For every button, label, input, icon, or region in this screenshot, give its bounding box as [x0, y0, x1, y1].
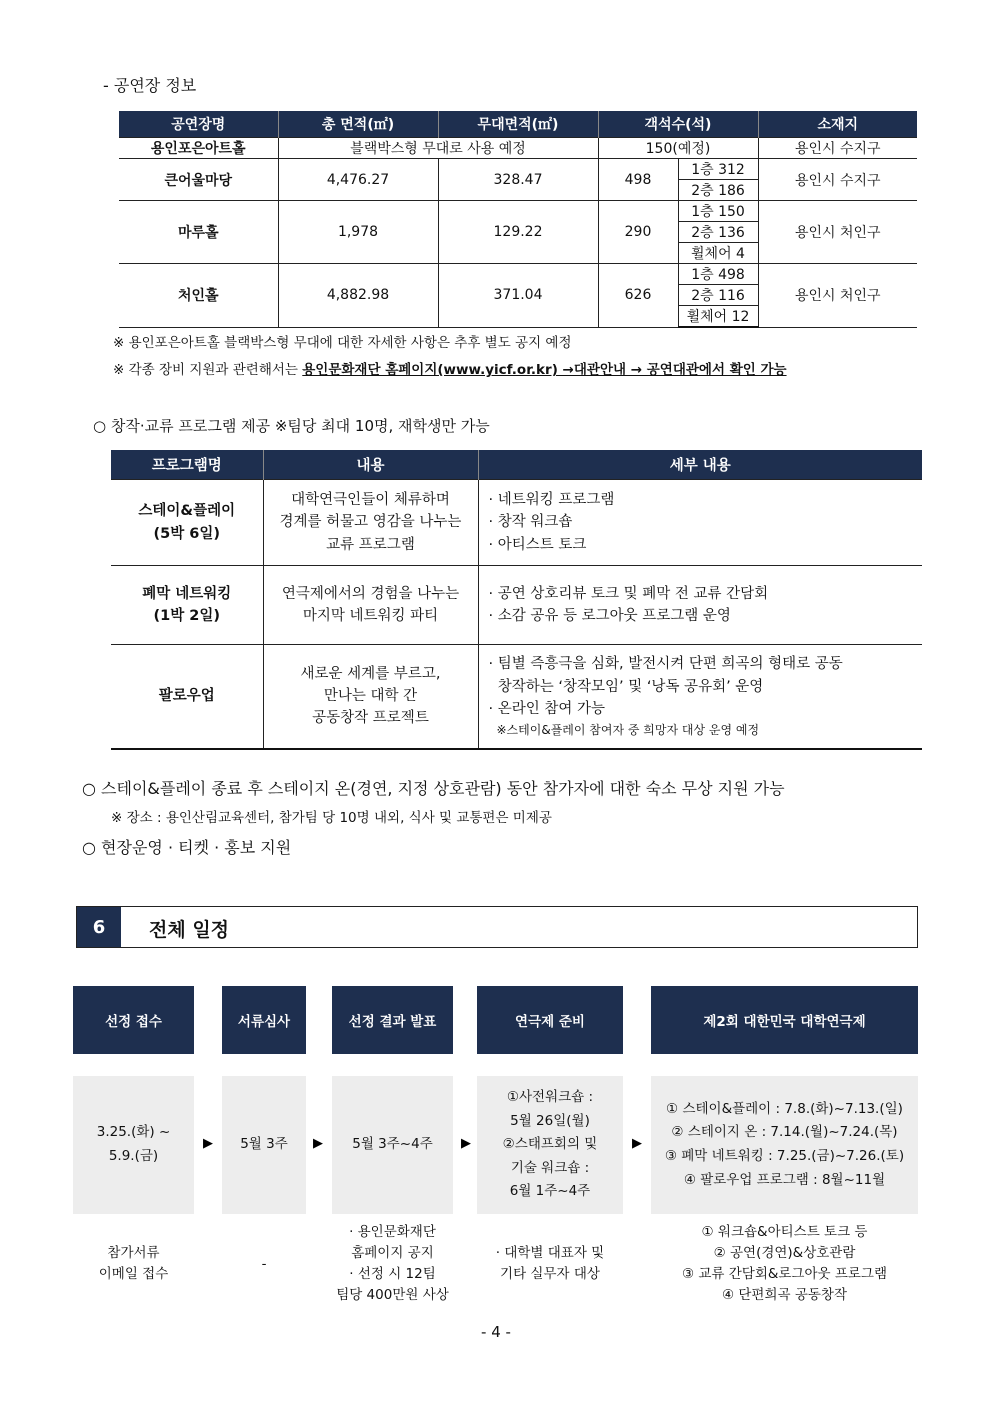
venue-seats: 150(예정): [598, 138, 758, 159]
venue-seat-detail: 2층 186: [678, 180, 758, 201]
program-content-line: 만나는 대학 간: [323, 688, 418, 705]
venue-location: 용인시 수지구: [758, 138, 917, 159]
note-line: 기타 실무자 대상: [500, 1266, 600, 1282]
period-line: ① 스테이&플레이 : 7.8.(화)~7.13.(일): [666, 1100, 903, 1117]
venue-total-area: 1,978: [278, 201, 438, 264]
program-content-line: 경계를 허물고 영감을 나누는: [279, 514, 462, 531]
venue-header-total-area: 총 면적(㎡): [278, 111, 438, 138]
program-header-details: 세부 내용: [478, 450, 922, 480]
venue-header-stage-area: 무대면적(㎡): [438, 111, 598, 138]
venue-total-area: 4,882.98: [278, 264, 438, 328]
program-header-content: 내용: [263, 450, 478, 480]
stage-box: 선정 결과 발표: [332, 986, 453, 1054]
lodging-line: ○ 스테이&플레이 종료 후 스테이지 온(경연, 지정 상호관람) 동안 참가자에 대한 숙소 무상 지원 가능: [82, 779, 785, 798]
period-line: ② 스테이지 온 : 7.14.(월)~7.24.(목): [671, 1124, 898, 1141]
arrow-right-icon: ▶: [461, 1136, 471, 1151]
schedule-note: [322, 1218, 463, 1310]
venue-seat-detail: 2층 116: [678, 285, 758, 306]
program-detail-item: · 공연 상호리뷰 토크 및 폐막 전 교류 간담회: [488, 585, 769, 602]
period-line: ①사전워크숍 :: [506, 1088, 594, 1105]
period-box: [477, 1076, 623, 1214]
venue-stage-area: 328.47: [438, 159, 598, 201]
venue-note-2: [113, 362, 787, 378]
program-name-line: (1박 2일): [153, 608, 220, 624]
program-details: [478, 645, 922, 749]
venue-total-area: 4,476.27: [278, 159, 438, 201]
venue-name: 마루홀: [119, 201, 278, 264]
venue-table: [119, 111, 917, 328]
lodging-note: ※ 장소 : 용인산림교육센터, 참가팀 당 10명 내외, 식사 및 교통편은 미제공: [111, 810, 552, 826]
period-line: 기술 워크숍 :: [510, 1159, 590, 1176]
venue-seat-detail: 1층 150: [678, 201, 758, 222]
section-number: 6: [77, 907, 121, 947]
venue-seat-detail: 1층 498: [678, 264, 758, 285]
program-detail-item: · 팀별 즉흥극을 심화, 발전시켜 단편 희곡의 형태로 공동: [488, 656, 843, 673]
program-detail-item: 창작하는 ‘창작모임’ 및 ‘낭독 공유회’ 운영: [488, 678, 764, 695]
program-detail-item: · 창작 워크숍: [488, 514, 573, 531]
program-content: [263, 480, 478, 566]
venue-header-location: 소재지: [758, 111, 917, 138]
venue-seat-detail: 휠체어 4: [678, 243, 758, 264]
program-detail-item: · 소감 공유 등 로그아웃 프로그램 운영: [488, 608, 731, 624]
note-line: 팀당 400만원 사상: [336, 1286, 449, 1303]
period-line: 6월 1주~4주: [509, 1183, 591, 1200]
venue-seats: 626: [598, 264, 678, 328]
note-line: 홈페이지 공지: [351, 1245, 434, 1262]
program-content: [263, 645, 478, 749]
program-content-line: 대학연극인들이 체류하며: [291, 491, 450, 508]
venue-name: 큰어울마당: [119, 159, 278, 201]
venue-header-name: 공연장명: [119, 111, 278, 138]
section-header: [76, 906, 918, 948]
schedule-note: [73, 1218, 194, 1310]
program-content-line: 연극제에서의 경험을 나누는: [281, 585, 460, 602]
table-row: [111, 566, 922, 645]
note-line: -: [261, 1255, 267, 1272]
venue-seats: 498: [598, 159, 678, 201]
program-content-line: 교류 프로그램: [326, 536, 415, 553]
program-details: [478, 566, 922, 645]
table-row: [119, 159, 917, 180]
arrow-right-icon: ▶: [203, 1136, 213, 1151]
period-line: ③ 폐막 네트워킹 : 7.25.(금)~7.26.(토): [664, 1148, 905, 1164]
venue-note: 블랙박스형 무대로 사용 예정: [278, 138, 598, 159]
program-name-line: 스테이&플레이: [138, 503, 236, 520]
stage-box: 서류심사: [222, 986, 306, 1054]
venue-location: 용인시 수지구: [758, 159, 917, 201]
program-detail-item: · 아티스트 토크: [488, 536, 587, 553]
note-line: ① 워크숍&아티스트 토크 등: [701, 1224, 868, 1241]
program-table: [111, 450, 922, 750]
program-header-name: 프로그램명: [111, 450, 263, 480]
table-row: [119, 138, 917, 159]
program-content-line: 마지막 네트워킹 파티: [302, 608, 439, 624]
program-name-line: 폐막 네트워킹: [142, 585, 232, 602]
venue-note-2-prefix: ※ 각종 장비 지원과 관련해서는: [113, 362, 303, 378]
program-name-line: (5박 6일): [153, 525, 220, 542]
program-name: [111, 645, 263, 749]
venue-header-seats: 객석수(석): [598, 111, 758, 138]
venue-location: 용인시 처인구: [758, 201, 917, 264]
program-details: [478, 480, 922, 566]
note-line: · 대학별 대표자 및: [495, 1245, 605, 1262]
program-section-heading: ○ 창작·교류 프로그램 제공 ※팀당 최대 10명, 재학생만 가능: [93, 417, 490, 435]
venue-note-1: ※ 용인포은아트홀 블랙박스형 무대에 대한 자세한 사항은 추후 별도 공지 예정: [113, 335, 572, 351]
note-line: ② 공연(경연)&상호관람: [713, 1245, 856, 1262]
period-line: ④ 팔로우업 프로그램 : 8월~11월: [683, 1171, 886, 1188]
table-row: [119, 201, 917, 222]
stage-box: 선정 접수: [73, 986, 194, 1054]
program-name: [111, 480, 263, 566]
venue-stage-area: 129.22: [438, 201, 598, 264]
program-detail-item: · 온라인 참여 가능: [488, 701, 605, 718]
period-line: ②스태프회의 및: [502, 1136, 598, 1153]
support-line: ○ 현장운영 · 티켓 · 홍보 지원: [82, 838, 292, 857]
note-line: ④ 단편희곡 공동창작: [721, 1286, 847, 1303]
venue-seat-detail: 1층 312: [678, 159, 758, 180]
table-row: [119, 264, 917, 285]
venue-location: 용인시 처인구: [758, 264, 917, 328]
venue-name: 용인포은아트홀: [119, 138, 278, 159]
period-box: [651, 1076, 918, 1214]
program-content: [263, 566, 478, 645]
period-line: 5월 26일(월): [510, 1112, 590, 1129]
note-line: · 선정 시 12팀: [349, 1266, 436, 1282]
period-line: 5월 3주: [240, 1136, 288, 1153]
schedule-note: [651, 1212, 918, 1316]
program-name: [111, 566, 263, 645]
program-content-line: 공동창작 프로젝트: [312, 710, 429, 727]
page-number: - 4 -: [481, 1323, 511, 1341]
program-content-line: 새로운 세계를 부르고,: [300, 665, 441, 682]
table-row: [111, 480, 922, 566]
note-line: ③ 교류 간담회&로그아웃 프로그램: [681, 1266, 888, 1282]
schedule-note: [470, 1218, 630, 1310]
note-line: · 용인문화재단: [349, 1224, 436, 1241]
period-line: 3.25.(화) ~: [96, 1124, 171, 1141]
schedule-note: [222, 1218, 306, 1310]
period-line: 5.9.(금): [108, 1148, 159, 1164]
period-box: [332, 1076, 453, 1214]
program-name-line: 팔로우업: [158, 688, 215, 705]
table-row: [111, 645, 922, 749]
arrow-right-icon: ▶: [313, 1136, 323, 1151]
note-line: 참가서류: [107, 1245, 160, 1262]
program-small-note: ※스테이&플레이 참여자 중 희망자 대상 운영 예정: [496, 722, 760, 737]
stage-box: 제2회 대한민국 대학연극제: [651, 986, 918, 1054]
section-title: 전체 일정: [149, 919, 230, 941]
venue-seats: 290: [598, 201, 678, 264]
venue-seat-detail: 휠체어 12: [678, 306, 758, 328]
arrow-right-icon: ▶: [632, 1136, 642, 1151]
venue-stage-area: 371.04: [438, 264, 598, 328]
stage-box: 연극제 준비: [477, 986, 623, 1054]
rental-info-link[interactable]: 용인문화재단 홈페이지(www.yicf.or.kr) →대관안내 → 공연대관에서 확인 가능: [302, 362, 787, 378]
program-detail-item: · 네트워킹 프로그램: [488, 491, 615, 508]
period-line: 5월 3주~4주: [352, 1136, 433, 1153]
venue-name: 처인홀: [119, 264, 278, 328]
venue-section-heading: - 공연장 정보: [103, 76, 197, 95]
note-line: 이메일 접수: [98, 1266, 169, 1282]
period-box: [73, 1076, 194, 1214]
period-box: [222, 1076, 306, 1214]
venue-seat-detail: 2층 136: [678, 222, 758, 243]
